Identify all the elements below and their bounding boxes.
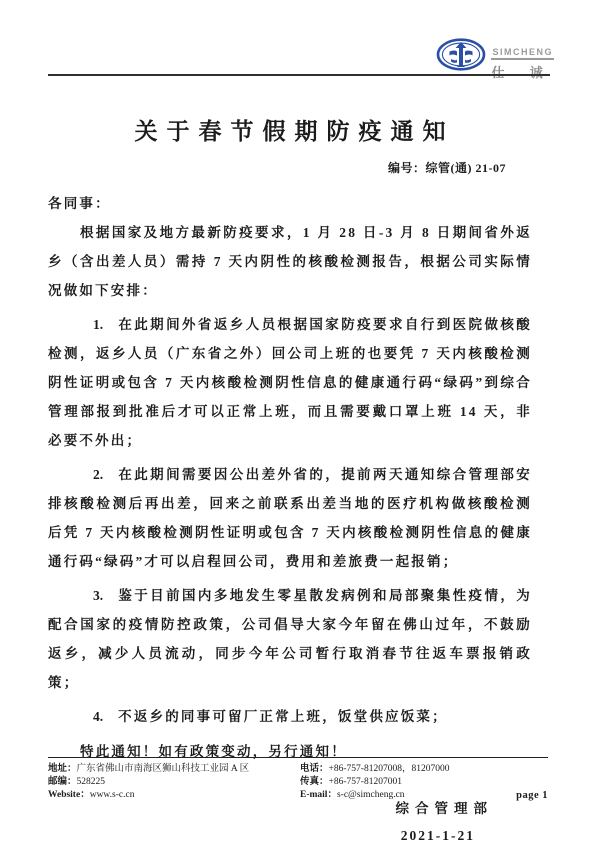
tel-value: +86-757-81207008，81207000 [328,764,450,774]
footer-email [300,789,548,802]
footer-tel [300,763,548,776]
doc-number: 编号：综管(通) 21-07 [388,161,506,175]
address-label: 地址： [48,764,77,774]
simcheng-logo-icon [436,38,486,71]
list-item-2 [48,460,532,576]
footer-fax [300,776,548,789]
email-label: E-mail： [300,790,337,800]
salutation: 各同事： [48,196,111,211]
intro-paragraph: 根据国家及地方最新防疫要求，1 月 28 日-3 月 8 日期间省外返乡（含出差人员）需持 7 天内阴性的核酸检测报告，根据公司实际情况做如下安排： [48,225,532,298]
list-item-3 [48,581,532,697]
list-item-text: 在此期间需要因公出差外省的，提前两天通知综合管理部安排核酸检测后再出差，回来之前联系出差当地的医疗机构做核酸检测后凭 7 天内核酸检测阴性证明或包含 7 天内核酸检测阴性信息的健康通行码“绿码”才可以启程回公司，费用和差旅费一起报销； [48,467,532,569]
signature-block [48,795,532,848]
page-title: 关于春节假期防疫通知 [134,119,455,144]
closing-line: 特此通知！如有政策变动，另行通知！ [80,744,347,759]
zip-label: 邮编： [48,777,77,787]
footer-left-column [48,763,300,802]
footer-address [48,763,300,776]
list-item-number: 4. [93,709,104,724]
fax-label: 传真： [300,777,329,787]
tel-label: 电话： [300,764,329,774]
footer-right-column [300,763,548,802]
address-value: 广东省佛山市南海区狮山科技工业园 A 区 [76,764,250,774]
website-label: Website： [48,790,90,800]
list-item-4 [48,702,532,731]
list-item-number: 1. [93,317,104,332]
brand-name-en: SIMCHENG [491,47,554,60]
list-item-number: 2. [93,467,104,482]
list-item-1 [48,310,532,455]
footer-zip [48,776,300,789]
list-item-text: 在此期间外省返乡人员根据国家防疫要求自行到医院做核酸检测，返乡人员（广东省之外）回公司上班的也要凭 7 天内核酸检测阴性证明或包含 7 天内核酸检测阴性信息的健康通行码“绿码”到综合管理部报到批准后才可以正常上班，而且需要戴口罩上班 14 天，非必要不外出； [48,317,532,448]
signature-department: 综合管理部 [395,801,493,816]
footer-website [48,789,300,802]
list-item-number: 3. [93,588,104,603]
list-item-text: 鉴于目前国内多地发生零星散发病例和局部聚集性疫情，为配合国家的疫情防控政策，公司倡导大家今年留在佛山过年，不鼓励返乡，减少人员流动，同步今年公司暂行取消春节往返车票报销政策； [48,588,532,690]
email-value: s-c@simcheng.cn [336,790,405,800]
fax-value: +86-757-81207001 [328,777,402,787]
notice-body [48,74,532,848]
signature-date: 2021-1-21 [400,828,475,843]
zip-value: 528225 [76,777,106,787]
page-footer [48,757,548,802]
brand-name-cn: 仕 诚 [491,65,554,80]
page-number: page 1 [516,790,548,801]
list-item-text: 不返乡的同事可留厂正常上班，饭堂供应饭菜； [118,709,448,724]
website-value: www.s-c.cn [89,790,135,800]
